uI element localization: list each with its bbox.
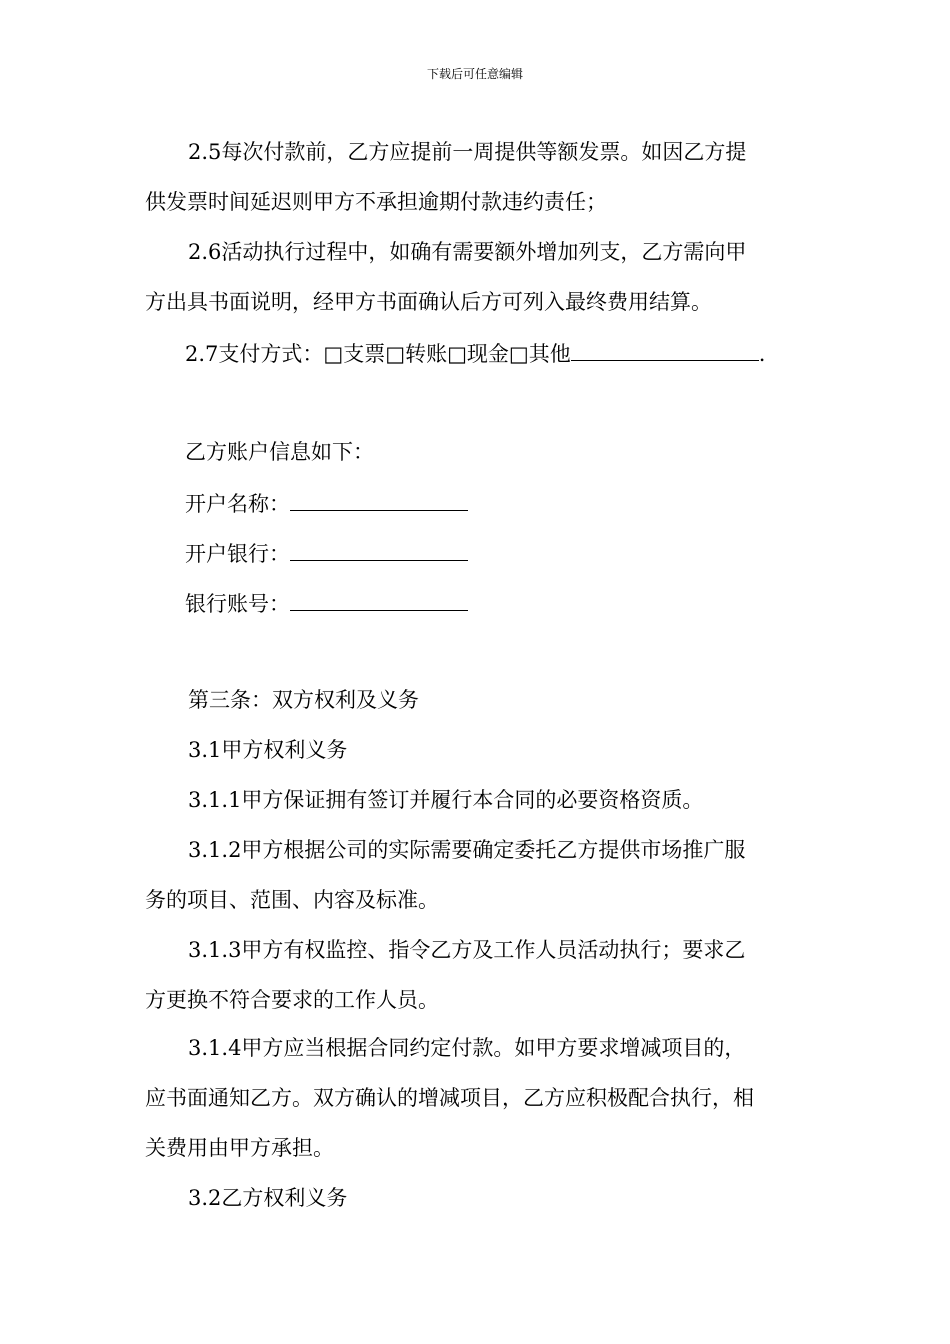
account-number-row xyxy=(185,588,468,618)
section-3-1: 3.1甲方权利义务 xyxy=(188,738,348,762)
clause-2-5-line-2: 供发票时间延迟则甲方不承担逾期付款违约责任； xyxy=(145,190,607,214)
clause-3-1-2-line-2: 务的项目、范围、内容及标准。 xyxy=(145,888,439,912)
clause-2-7 xyxy=(185,338,765,368)
clause-3-1-4-line-1: 3.1.4甲方应当根据合同约定付款。如甲方要求增减项目的， xyxy=(188,1036,746,1060)
account-number-blank[interactable] xyxy=(290,588,468,611)
clause-3-1-3-line-1: 3.1.3甲方有权监控、指令乙方及工作人员活动执行；要求乙 xyxy=(188,938,746,962)
account-name-label: 开户名称： xyxy=(185,492,290,516)
payment-method-options: □支票□转账□现金□其他 xyxy=(323,342,571,366)
account-bank-row xyxy=(185,538,468,568)
clause-2-6-line-1: 2.6活动执行过程中，如确有需要额外增加列支，乙方需向甲 xyxy=(188,240,747,264)
clause-3-1-4-line-3: 关费用由甲方承担。 xyxy=(145,1136,334,1160)
clause-2-6-line-2: 方出具书面说明，经甲方书面确认后方可列入最终费用结算。 xyxy=(145,290,712,314)
clause-3-1-1: 3.1.1甲方保证拥有签订并履行本合同的必要资格资质。 xyxy=(188,788,704,812)
payment-method-end: . xyxy=(758,342,766,366)
clause-3-1-2-line-1: 3.1.2甲方根据公司的实际需要确定委托乙方提供市场推广服 xyxy=(188,838,746,862)
clause-3-1-4-line-2: 应书面通知乙方。双方确认的增减项目，乙方应积极配合执行，相 xyxy=(145,1086,754,1110)
section-3-2: 3.2乙方权利义务 xyxy=(188,1186,348,1210)
article-3-title: 第三条：双方权利及义务 xyxy=(188,688,419,712)
clause-3-1-3-line-2: 方更换不符合要求的工作人员。 xyxy=(145,988,439,1012)
payment-method-label: 2.7支付方式： xyxy=(185,342,324,366)
account-name-blank[interactable] xyxy=(290,488,468,511)
account-name-row xyxy=(185,488,468,518)
payment-other-blank[interactable] xyxy=(571,338,759,361)
account-bank-label: 开户银行： xyxy=(185,542,290,566)
page-header: 下载后可任意编辑 xyxy=(426,67,523,81)
account-bank-blank[interactable] xyxy=(290,538,468,561)
clause-2-5-line-1: 2.5每次付款前，乙方应提前一周提供等额发票。如因乙方提 xyxy=(188,140,747,164)
account-info-intro: 乙方账户信息如下： xyxy=(185,440,374,464)
account-number-label: 银行账号： xyxy=(185,592,290,616)
